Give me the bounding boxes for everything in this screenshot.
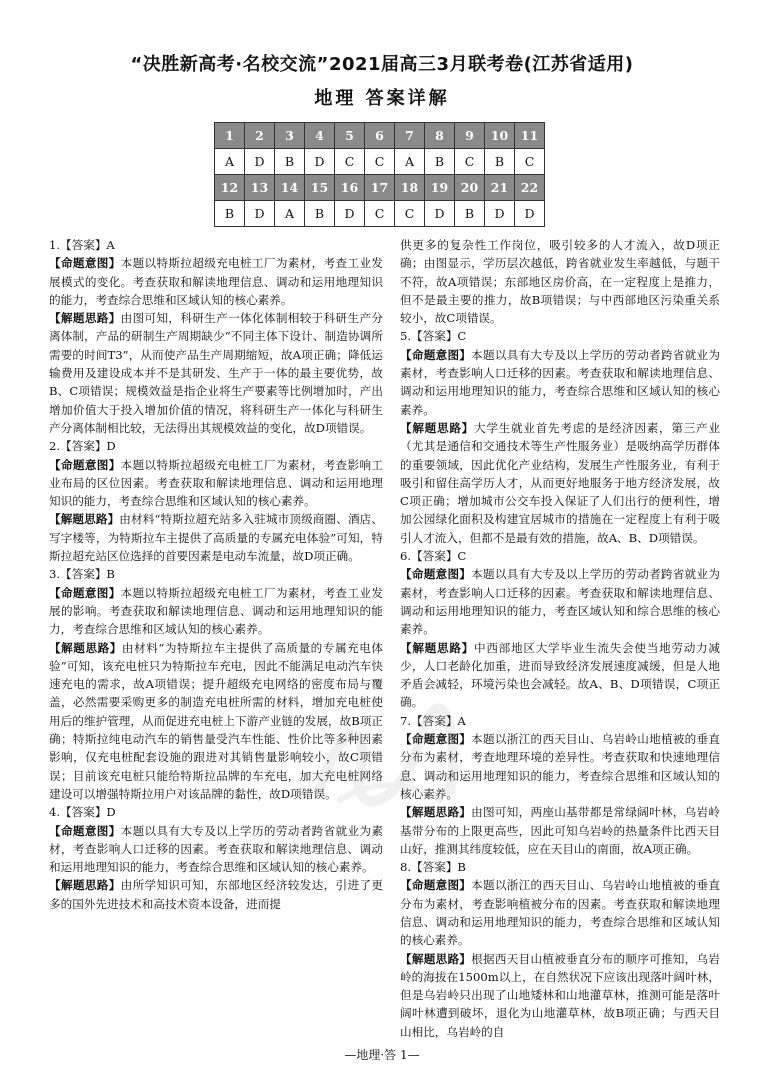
answer-heading: 5.【答案】C bbox=[400, 329, 467, 344]
answer-cell: D bbox=[245, 149, 275, 175]
answer-cell: D bbox=[515, 201, 545, 227]
paragraph bbox=[400, 876, 720, 949]
paragraph bbox=[49, 876, 383, 913]
section-tag: 【解题思路】 bbox=[400, 640, 475, 655]
section-tag: 【解题思路】 bbox=[49, 512, 120, 527]
question-number: 22 bbox=[515, 175, 545, 201]
answer-table bbox=[214, 122, 545, 227]
answer-heading: 2.【答案】D bbox=[49, 439, 116, 454]
question-number: 12 bbox=[215, 175, 245, 201]
answer-cell: B bbox=[425, 149, 455, 175]
paragraph bbox=[49, 510, 383, 565]
answer-heading: 7.【答案】A bbox=[400, 713, 466, 728]
answer-heading: 1.【答案】A bbox=[49, 238, 115, 252]
paragraph-text: 由材料“特斯拉超充站多入驻城市顶级商圈、酒店、写字楼等，为特斯拉车主提供了高质量的专属充电体验”可知，特斯拉超充站区位选择的首要因素是电动车流量，故D项正确。 bbox=[49, 512, 383, 564]
paragraph bbox=[49, 309, 383, 437]
answer-cell: A bbox=[275, 201, 305, 227]
paragraph-text: 本题以特斯拉超级充电桩工厂为素材，考查工业发展模式的变化。考查获取和解读地理信息、调动和运用地理知识的能力，考查综合思维和区域认知的核心素养。 bbox=[49, 256, 383, 307]
answer-cell: A bbox=[215, 149, 245, 175]
question-number: 14 bbox=[275, 175, 305, 201]
answer-cell: B bbox=[305, 201, 335, 227]
question-number: 6 bbox=[365, 123, 395, 149]
paragraph-text: 本题以具有大专及以上学历的劳动者跨省就业为素材，考查影响人口迁移的因素。考查获取和解读地理信息、调动和运用地理知识的能力，考查综合思维和区域认知的核心素养。 bbox=[49, 823, 383, 875]
section-tag: 【命题意图】 bbox=[49, 457, 121, 472]
paragraph bbox=[49, 822, 383, 877]
right-column bbox=[400, 236, 720, 1041]
page-subtitle: 地理 答案详解 bbox=[314, 88, 450, 109]
paragraph bbox=[400, 419, 720, 547]
paragraph-text: 本题以具有大专及以上学历的劳动者跨省就业为素材，考查影响人口迁移的因素。考查获取和解读地理信息、调动和运用地理知识的能力，考查综合思维和区域认知的核心素养。 bbox=[400, 347, 720, 417]
paragraph bbox=[400, 950, 720, 1041]
paragraph-text: 本题以特斯拉超级充电桩工厂为素材，考查工业发展的影响。考查获取和解读地理信息、调动和运用地理知识的能力，考查综合思维和区域认知的核心素养。 bbox=[49, 585, 383, 637]
paragraph-text: 本题以特斯拉超级充电桩工厂为素材，考查影响工业布局的区位因素。考查获取和解读地理信息、调动和运用地理知识的能力，考查综合思维和区域认知的核心素养。 bbox=[49, 457, 383, 509]
section-tag: 【解题思路】 bbox=[400, 420, 475, 435]
section-tag: 【解题思路】 bbox=[49, 311, 121, 326]
paragraph bbox=[49, 254, 383, 309]
answer-cell: D bbox=[335, 201, 365, 227]
page-title: “决胜新高考·名校交流”2021届高三3月联考卷(江苏省适用) bbox=[130, 54, 634, 75]
paragraph-text: 由图可知，科研生产一体化体制相较于科研生产分离体制，产品的研制生产周期缺少“不同主体下设计、制造协调所需要的时间T3”，从而使产品生产周期缩短，故A项正确；降低运输费用及建设成本并不是其研发、生产于一体的最主要优势，故B、C项错误；规模效益是指企业将生产要素等比例增加时，产出增加价值大于投入增加价值的情况，将科研生产一体化与科研生产分离体制相比较，无法得出其规模效益的变化，故D项错误。 bbox=[49, 311, 383, 435]
question-number: 21 bbox=[485, 175, 515, 201]
section-tag: 【命题意图】 bbox=[400, 732, 472, 747]
section-tag: 【解题思路】 bbox=[400, 805, 472, 820]
paragraph-text: 中西部地区大学毕业生流失会使当地劳动力减少，人口老龄化加重，进而导致经济发展速度减缓，但是人地矛盾会减轻，环境污染也会减轻。故A、B、D项错误，C项正确。 bbox=[400, 640, 720, 710]
section-tag: 【命题意图】 bbox=[400, 878, 472, 893]
paragraph-text: 由所学知识可知，东部地区经济较发达，引进了更多的国外先进技术和高技术资本设备，进而提 bbox=[49, 878, 383, 911]
paragraph-text: 本题以浙江的西天目山、乌岩岭山地植被的垂直分布为素材，考查地理环境的差异性。考查获取和快速地理信息、调动和运用地理知识的能力，考查综合思维和区域认知的核心素养。 bbox=[400, 732, 720, 801]
paragraph bbox=[400, 236, 720, 327]
answer-table-number-row bbox=[215, 123, 545, 149]
paragraph bbox=[49, 584, 383, 639]
answer-table-answer-row bbox=[215, 149, 545, 175]
question-number: 5 bbox=[335, 123, 365, 149]
paragraph-text: 大学生就业首先考虑的是经济因素，第三产业（尤其是通信和交通技术等生产性服务业）是吸纳高学历群体的重要领域，因此优化产业结构，发展生产性服务业，有利于吸引和留住高学历人才，从而更好地服务于地方经济发展，故C项正确；增加城市公交车投入保证了人们出行的便利性，增加公园绿化面积及构建宜居城市的措施在一定程度上有利于吸引人才流入，但都不是最有效的措施，故A、B、D项错误。 bbox=[400, 420, 720, 545]
answer-table-number-row bbox=[215, 175, 545, 201]
section-tag: 【解题思路】 bbox=[400, 951, 472, 966]
paragraph-text: 供更多的复杂性工作岗位，吸引较多的人才流入，故D项正确；由图显示，学历层次越低，跨省就业发生率越低，与题干不符，故A项错误；东部地区房价高，在一定程度上是推力，但不是最主要的推力，故B项错误；与中西部地区污染重关系较小，故C项错误。 bbox=[400, 238, 720, 326]
answer-cell: A bbox=[395, 149, 425, 175]
answer-cell: B bbox=[215, 201, 245, 227]
answer-heading: 3.【答案】B bbox=[49, 567, 115, 582]
section-tag: 【解题思路】 bbox=[49, 640, 122, 655]
paragraph-text: 由图可知，两座山基带都是常绿阔叶林，乌岩岭基带分布的上限更高些，因此可知乌岩岭的热量条件比西天目山好，推测其纬度较低，应在天目山的南面，故A项正确。 bbox=[400, 805, 720, 856]
paragraph-text: 本题以浙江的西天目山、乌岩岭山地植被的垂直分布为素材，考查影响植被分布的因素。考查获取和解读地理信息、调动和运用地理知识的能力，考查综合思维和区域认知的核心素养。 bbox=[400, 878, 720, 948]
section-tag: 【命题意图】 bbox=[49, 256, 121, 271]
answer-cell: D bbox=[425, 201, 455, 227]
question-number: 4 bbox=[305, 123, 335, 149]
question-number: 19 bbox=[425, 175, 455, 201]
question-number: 18 bbox=[395, 175, 425, 201]
answer-cell: C bbox=[515, 149, 545, 175]
answer-heading: 8.【答案】B bbox=[400, 860, 466, 875]
question-number: 2 bbox=[245, 123, 275, 149]
answer-table-answer-row bbox=[215, 201, 545, 227]
answer-heading: 6.【答案】C bbox=[400, 549, 467, 564]
question-number: 1 bbox=[215, 123, 245, 149]
question-number: 3 bbox=[275, 123, 305, 149]
paragraph bbox=[400, 346, 720, 419]
answer-cell: C bbox=[365, 149, 395, 175]
answer-cell: C bbox=[395, 201, 425, 227]
question-number: 8 bbox=[425, 123, 455, 149]
section-tag: 【命题意图】 bbox=[400, 567, 472, 582]
answer-cell: C bbox=[455, 149, 485, 175]
paragraph-text: 本题以具有大专及以上学历的劳动者跨省就业为素材，考查影响人口迁移的因素。考查获取和解读地理信息、调动和运用地理知识的能力，考查区域认知和综合思维的核心素养。 bbox=[400, 567, 720, 637]
section-tag: 【命题意图】 bbox=[49, 823, 121, 838]
answer-cell: D bbox=[245, 201, 275, 227]
watermark-logo bbox=[300, 700, 470, 820]
paragraph-text: 根据西天目山植被垂直分布的顺序可推知，乌岩岭的海拔在1500m以上，在自然状况下应该出现落叶阔叶林，但是乌岩岭只出现了山地矮林和山地灌草林，推测可能是落叶阔叶林遭到破坏，退化为山地灌草林，故B项正确；与西天目山相比，乌岩岭的自 bbox=[400, 951, 720, 1039]
question-number: 16 bbox=[335, 175, 365, 201]
answer-cell: D bbox=[485, 201, 515, 227]
answer-cell: C bbox=[365, 201, 395, 227]
paragraph-text: 由材料“为特斯拉车主提供了高质量的专属充电体验”可知，该充电桩只为特斯拉车充电，因此不能满足电动汽车快速充电的需求，故A项错误；提升超级充电网络的密度布局与覆盖，必然需要采购更多的制造充电桩所需的材料，增加充电桩使用后的维护管理，从而促进充电桩上下游产业链的发展，故B项正确；特斯拉纯电动汽车的销售量受汽车性能、性价比等多种因素影响，仅充电桩配套设施的跟进对其销售量影响较小，故C项错误；目前该充电桩只能给特斯拉品牌的车充电，加大充电桩网络建设可以增强特斯拉用户对该品牌的黏性，故D项错误。 bbox=[49, 640, 383, 801]
question-number: 7 bbox=[395, 123, 425, 149]
question-number: 20 bbox=[455, 175, 485, 201]
answer-cell: B bbox=[275, 149, 305, 175]
paragraph bbox=[49, 456, 383, 511]
section-tag: 【命题意图】 bbox=[400, 347, 472, 362]
question-number: 13 bbox=[245, 175, 275, 201]
page-footer: —地理·答 1— bbox=[344, 1048, 420, 1062]
question-number: 17 bbox=[365, 175, 395, 201]
paragraph bbox=[400, 565, 720, 638]
question-number: 11 bbox=[515, 123, 545, 149]
question-number: 10 bbox=[485, 123, 515, 149]
question-number: 9 bbox=[455, 123, 485, 149]
answer-cell: B bbox=[455, 201, 485, 227]
answer-cell: C bbox=[335, 149, 365, 175]
section-tag: 【解题思路】 bbox=[49, 878, 121, 893]
answer-cell: D bbox=[305, 149, 335, 175]
section-tag: 【命题意图】 bbox=[49, 585, 121, 600]
answer-cell: B bbox=[485, 149, 515, 175]
answer-heading: 4.【答案】D bbox=[49, 805, 116, 820]
question-number: 15 bbox=[305, 175, 335, 201]
